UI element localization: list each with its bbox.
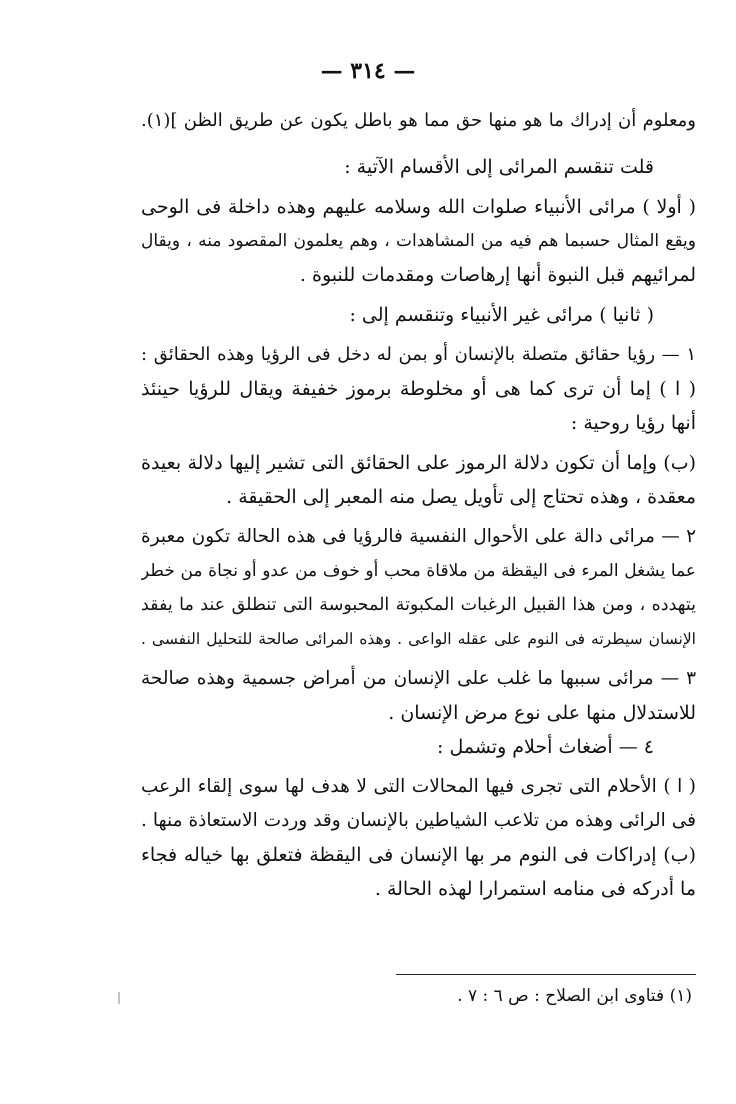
text-line: ومعلوم أن إدراك ما هو منها حق مما هو باطل يكون عن طريق الظن ](١). xyxy=(141,110,696,131)
text-line: ( أولا ) مرائى الأنبياء صلوات الله وسلامه عليهم وهذه داخلة فى الوحى xyxy=(141,196,696,218)
text-line: (ب) وإما أن تكون دلالة الرموز على الحقائق التى تشير إليها دلالة بعيدة xyxy=(141,452,696,474)
text-line: ما أدركه فى منامه استمرارا لهذه الحالة . xyxy=(374,878,696,900)
body-text xyxy=(141,104,696,906)
text-line: ٢ — مرائى دالة على الأحوال النفسية فالرؤيا فى هذه الحالة تكون معبرة xyxy=(141,526,696,547)
scan-smudge xyxy=(118,992,120,1004)
text-line: ٤ — أضغاث أحلام وتشمل : xyxy=(437,736,654,758)
text-line: أنها رؤيا روحية : xyxy=(570,412,696,434)
text-line: ويقع المثال حسبما هم فيه من المشاهدات ، وهم يعلمون المقصود منه ، ويقال xyxy=(141,231,696,251)
text-line: ١ — رؤيا حقائق متصلة بالإنسان أو بمن له دخل فى الرؤيا وهذه الحقائق : xyxy=(141,344,696,365)
text-line: ٣ — مرائى سببها ما غلب على الإنسان من أمراض جسمية وهذه صالحة xyxy=(141,668,696,689)
text-line: يتهدده ، ومن هذا القبيل الرغبات المكبوتة المحبوسة التى تنطلق عند ما يفقد xyxy=(141,595,696,615)
text-line: ( ثانيا ) مرائى غير الأنبياء وتنقسم إلى : xyxy=(349,304,654,326)
text-line: ( ا ) إما أن ترى كما هى أو مخلوطة برموز خفيفة ويقال للرؤيا حينئذ xyxy=(141,378,696,400)
text-line: الإنسان سيطرته فى النوم على عقله الواعى . وهذه المرائى صالحة للتحليل النفسى . xyxy=(141,630,696,648)
text-line: ( ا ) الأحلام التى تجرى فيها المحالات التى لا هدف لها سوى إلقاء الرعب xyxy=(141,776,696,797)
page-number: — ٣١٤ — xyxy=(320,58,416,84)
text-line: (ب) إدراكات فى النوم مر بها الإنسان فى اليقظة فتعلق بها خياله فجاء xyxy=(141,844,696,866)
text-line: فى الرائى وهذه من تلاعب الشياطين بالإنسان وقد وردت الاستعاذة منها . xyxy=(141,810,696,831)
text-line: لمرائيهم قبل النبوة أنها إرهاصات ومقدمات للنبوة . xyxy=(299,264,696,286)
footnote: (١) فتاوى ابن الصلاح : ص ٦ : ٧ . xyxy=(457,986,692,1006)
text-line: معقدة ، وهذه تحتاج إلى تأويل يصل منه المعبر إلى الحقيقة . xyxy=(226,486,696,508)
text-line: قلت تنقسم المرائى إلى الأقسام الآتية : xyxy=(344,156,654,178)
text-line: عما يشغل المرء فى اليقظة من ملاقاة محب أو خوف من عدو أو نجاة من خطر xyxy=(141,561,696,581)
footnote-rule xyxy=(396,974,696,975)
text-line: للاستدلال منها على نوع مرض الإنسان . xyxy=(388,702,696,724)
